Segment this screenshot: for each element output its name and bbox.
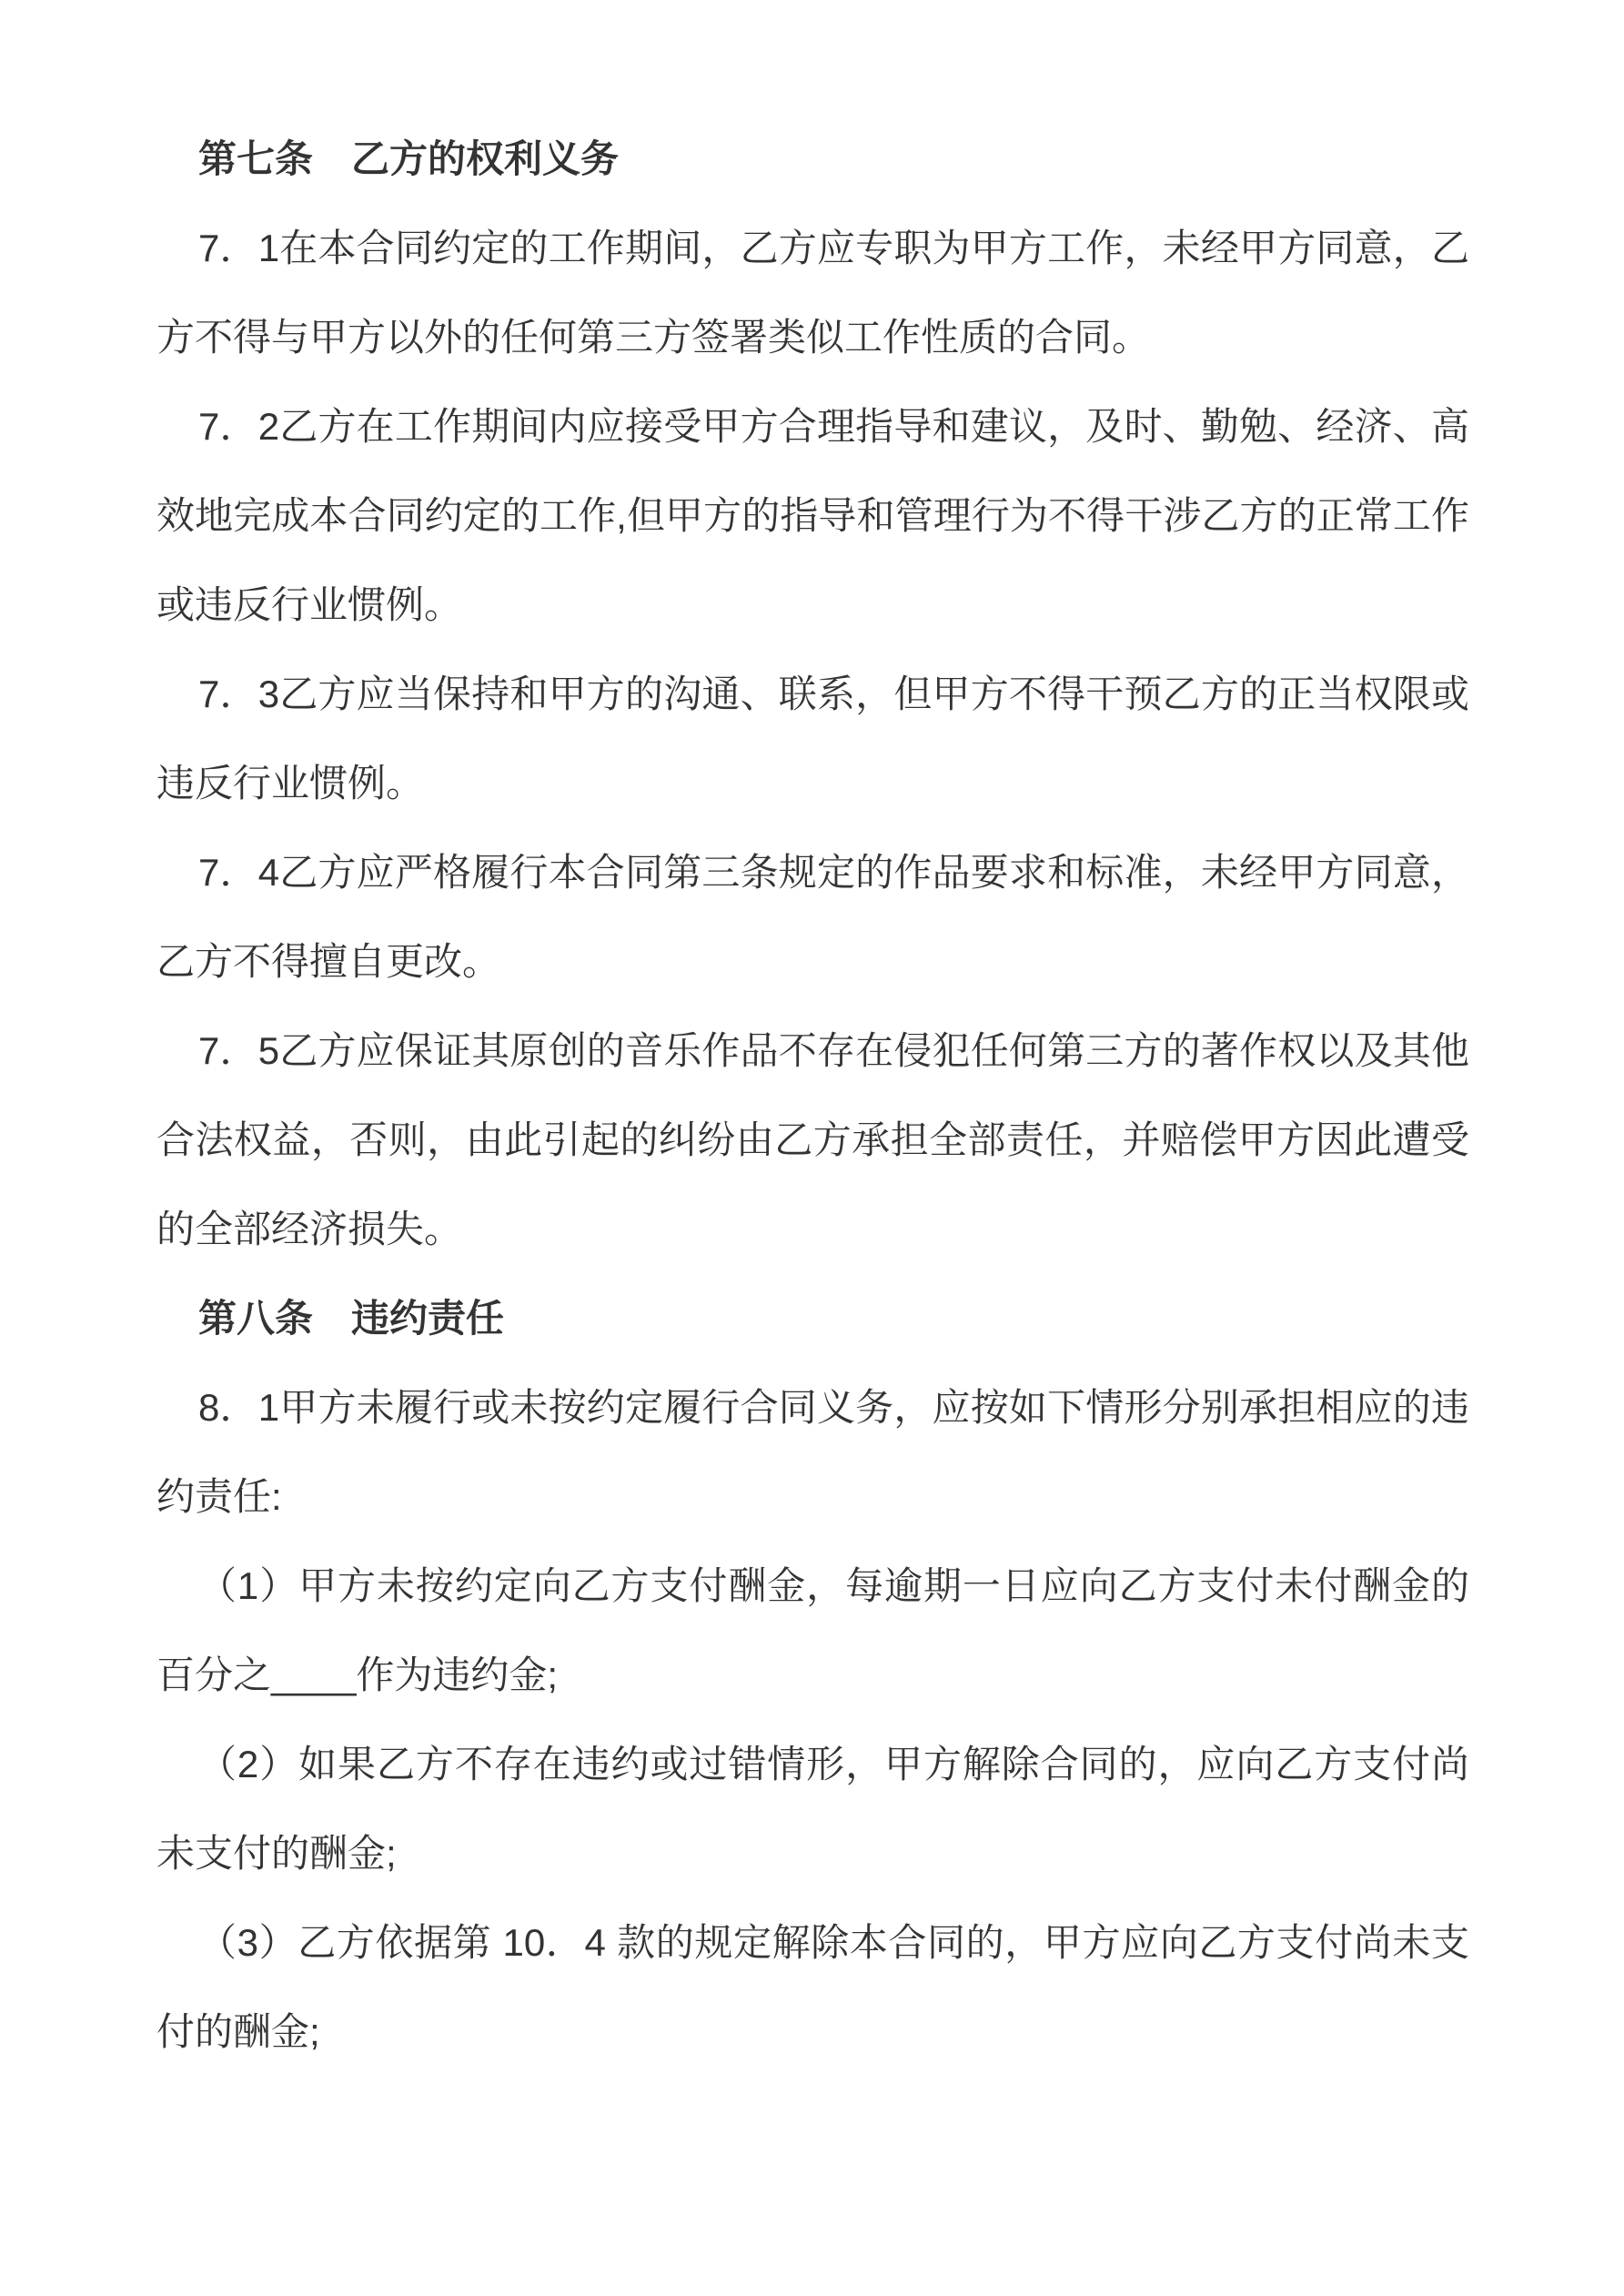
paragraph-7-3: 7．3乙方应当保持和甲方的沟通、联系，但甲方不得干预乙方的正当权限或违反行业惯例。 — [156, 673, 1469, 804]
paragraph-8-1: 8．1甲方未履行或未按约定履行合同义务，应按如下情形分别承担相应的违约责任: — [156, 1386, 1469, 1518]
paragraph-7-2: 7．2乙方在工作期间内应接受甲方合理指导和建议，及时、勤勉、经济、高效地完成本合同约定的工作,但甲方的指导和管理行为不得干涉乙方的正常工作或违反行业惯例。 — [156, 405, 1469, 626]
paragraph-7-4: 7．4乙方应严格履行本合同第三条规定的作品要求和标准，未经甲方同意，乙方不得擅自更改。 — [156, 851, 1469, 983]
paragraph-8-1-item-2: （2）如果乙方不存在违约或过错情形，甲方解除合同的，应向乙方支付尚未支付的酬金; — [156, 1743, 1469, 1875]
paragraph-8-1-item-3: （3）乙方依据第 10．4 款的规定解除本合同的，甲方应向乙方支付尚未支付的酬金; — [156, 1921, 1469, 2053]
paragraph-7-1: 7．1在本合同约定的工作期间，乙方应专职为甲方工作，未经甲方同意，乙方不得与甲方以外的任何第三方签署类似工作性质的合同。 — [156, 227, 1469, 359]
paragraph-8-1-item-1: （1）甲方未按约定向乙方支付酬金，每逾期一日应向乙方支付未付酬金的百分之____作为违约金; — [156, 1564, 1469, 1696]
section-heading-article-8: 第八条 违约责任 — [198, 1297, 505, 1340]
paragraph-7-5: 7．5乙方应保证其原创的音乐作品不存在侵犯任何第三方的著作权以及其他合法权益，否则，由此引起的纠纷由乙方承担全部责任，并赔偿甲方因此遭受的全部经济损失。 — [156, 1029, 1469, 1250]
section-heading-article-7: 第七条 乙方的权利义务 — [198, 137, 620, 180]
